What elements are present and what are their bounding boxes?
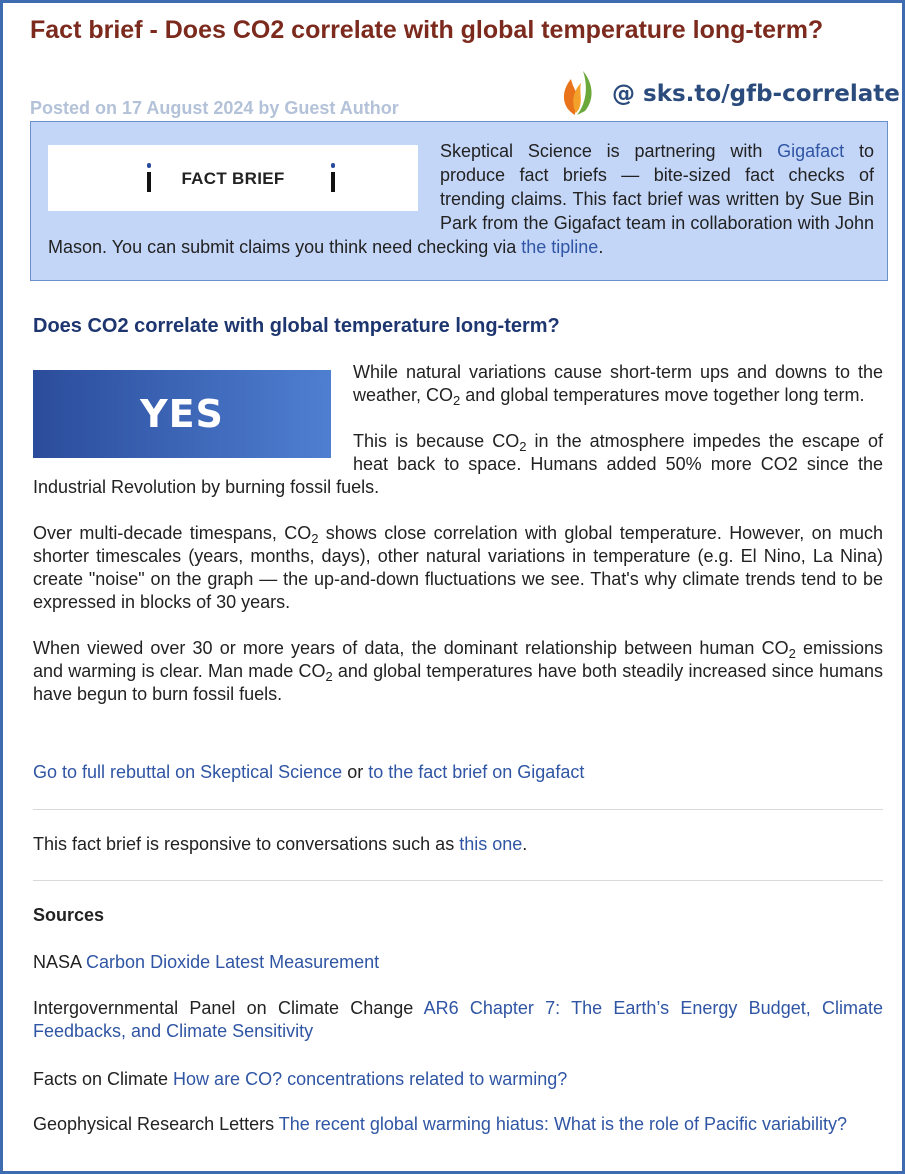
paragraph-3 [33,522,883,614]
subscript: 2 [453,393,461,408]
text: This is because CO [353,431,520,451]
paragraph-4 [33,637,883,706]
source-item [33,997,883,1043]
text: and global temperatures have both steadily increased since humans have begun to burn fossil fuels. [33,661,883,704]
text: . [522,834,528,854]
text: and global temperatures move together long term. [460,385,865,405]
text: This fact brief is responsive to conversations such as [33,834,460,854]
or-text: or [342,762,369,782]
text: emissions and warming is clear. Man made CO [33,638,883,681]
subscript: 2 [519,439,527,454]
shortlink[interactable]: @ sks.to/gfb-correlate [612,81,900,107]
fact-brief-banner [48,145,418,211]
divider [33,880,883,881]
verdict-label: YES [140,392,224,436]
verdict-badge [33,370,331,458]
gigafact-brief-link[interactable]: to the fact brief on Gigafact [368,762,585,782]
source-org: NASA [33,952,87,972]
source-org: Geophysical Research Letters [33,1114,279,1134]
sources-heading: Sources [33,905,105,925]
tipline-link[interactable]: the tipline [521,237,599,257]
divider [33,809,883,810]
full-rebuttal-link[interactable]: Go to full rebuttal on Skeptical Science [33,762,343,782]
text: When viewed over 30 or more years of data, the dominant relationship between human CO [33,638,789,658]
page-title: Fact brief - Does CO2 correlate with global temperature long-term? [30,16,824,44]
flame-leaf-logo-icon [559,69,595,117]
subscript: 2 [311,531,319,546]
question-heading: Does CO2 correlate with global temperature long-term? [33,315,560,337]
source-item [33,1068,883,1091]
posted-byline: Posted on 17 August 2024 by Guest Author [30,98,399,118]
this-one-link[interactable]: this one [459,834,523,854]
info-box [30,121,888,281]
source-link[interactable]: AR6 Chapter 7: The Earth’s Energy Budget, Climate Feedbacks, and Climate Sensitivity [33,998,883,1041]
text: Over multi-decade timespans, CO [33,523,312,543]
responsive-note [33,834,883,855]
info-text-part: Skeptical Science is partnering with [440,141,778,161]
subscript: 2 [325,669,333,684]
subscript: 2 [788,646,796,661]
source-link[interactable]: The recent global warming hiatus: What is the role of Pacific variability? [278,1114,848,1134]
gigafact-link[interactable]: Gigafact [777,141,845,161]
source-org: Facts on Climate [33,1069,174,1089]
source-org: Intergovernmental Panel on Climate Change [33,998,424,1018]
source-link[interactable]: How are CO? concentrations related to warming? [173,1069,568,1089]
text: While natural variations cause short-term ups and downs to the weather, CO [353,362,883,405]
source-item [33,951,883,974]
source-item [33,1113,883,1136]
article-body [33,361,883,729]
info-text-part: to produce fact briefs — bite-sized fact checks of trending claims. This fact brief was written by Sue Bin Park from the Gigafact team in collaboration with John Mason. You can submit claims you think need checking via [48,141,874,257]
info-i-icon [328,163,338,193]
rebuttal-links [33,762,883,783]
info-text-part: . [598,237,604,257]
banner-label: FACT BRIEF [181,169,285,188]
source-link[interactable]: Carbon Dioxide Latest Measurement [86,952,380,972]
text: shows close correlation with global temperature. However, on much shorter timescales (years, months, days), other natural variations in temperature (e.g. El Nino, La Nina) create "noise" on the graph — the up-and-down fluctuations we see. That's why climate trends tend to be expressed in blocks of 30 years. [33,523,883,612]
text: in the atmosphere impedes the escape of heat back to space. Humans added 50% more CO2 since the Industrial Revolution by burning fossil fuels. [33,431,883,497]
